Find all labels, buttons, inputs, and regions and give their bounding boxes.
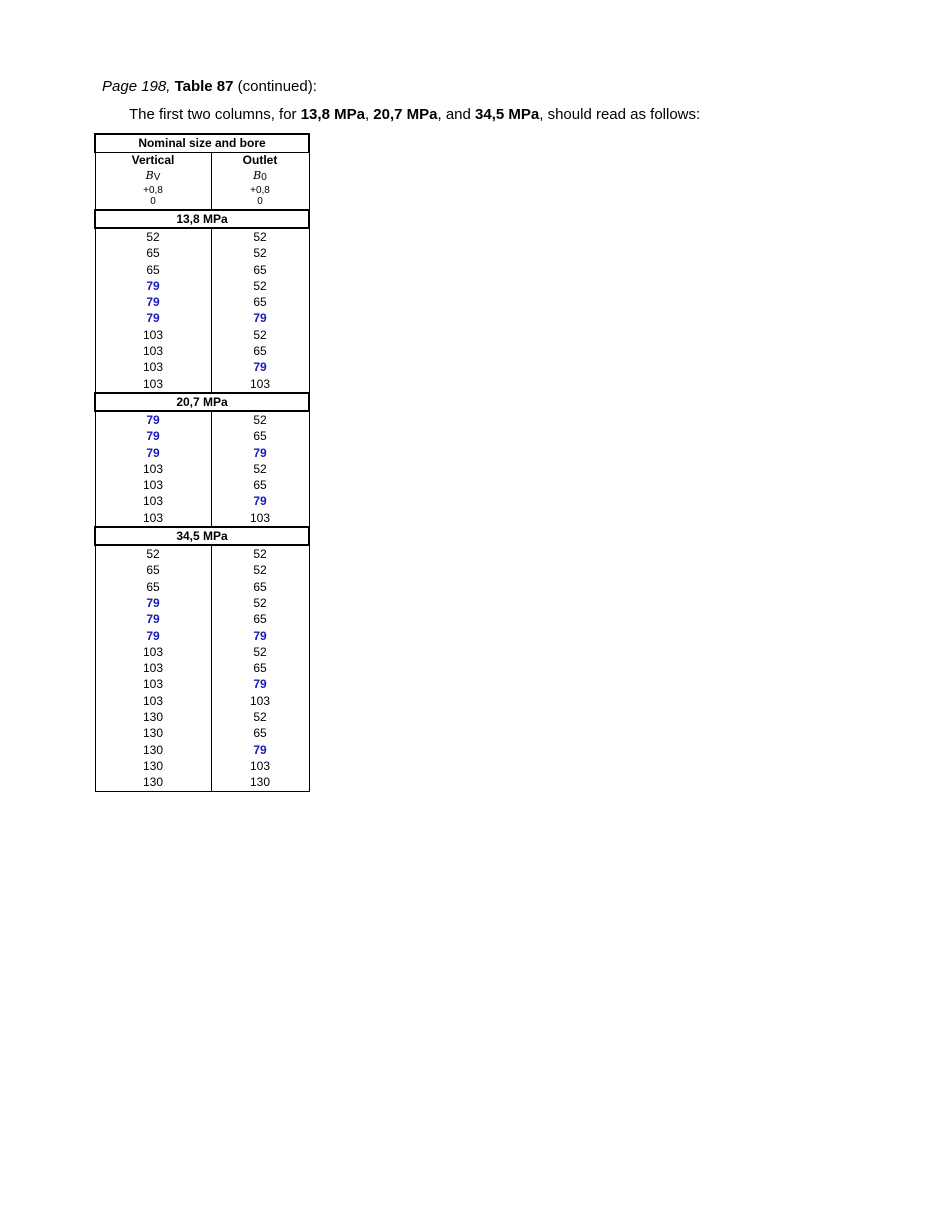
table-row bbox=[95, 709, 309, 725]
vertical-size-cell: 79 bbox=[95, 611, 211, 627]
vertical-size-cell: 130 bbox=[95, 709, 211, 725]
outlet-size-cell: 65 bbox=[211, 660, 309, 676]
pressure-section-header bbox=[95, 393, 309, 411]
outlet-size-cell: 52 bbox=[211, 595, 309, 611]
table-row bbox=[95, 359, 309, 375]
vertical-size-cell: 103 bbox=[95, 510, 211, 527]
group-header: Nominal size and bore bbox=[95, 134, 309, 153]
outlet-size-cell: 79 bbox=[211, 445, 309, 461]
outlet-size-cell: 65 bbox=[211, 611, 309, 627]
outlet-size-cell: 65 bbox=[211, 579, 309, 595]
table-row bbox=[95, 493, 309, 509]
vertical-size-cell: 79 bbox=[95, 310, 211, 326]
outlet-size-cell: 103 bbox=[211, 376, 309, 393]
intro-separator-2: , and bbox=[437, 106, 476, 123]
intro-pressure-3: 34,5 MPa bbox=[475, 106, 540, 123]
vertical-size-cell: 103 bbox=[95, 477, 211, 493]
outlet-size-cell: 52 bbox=[211, 245, 309, 261]
table-row bbox=[95, 545, 309, 562]
table-row bbox=[95, 611, 309, 627]
outlet-size-cell: 79 bbox=[211, 628, 309, 644]
table-row bbox=[95, 644, 309, 660]
vertical-size-cell: 65 bbox=[95, 579, 211, 595]
table-row bbox=[95, 693, 309, 709]
pressure-section-title: 34,5 MPa bbox=[95, 527, 309, 545]
outlet-size-cell: 79 bbox=[211, 310, 309, 326]
table-row bbox=[95, 758, 309, 774]
table-row bbox=[95, 461, 309, 477]
size-bore-table bbox=[94, 133, 310, 792]
table-body bbox=[95, 210, 309, 791]
vertical-size-cell: 79 bbox=[95, 278, 211, 294]
vertical-size-cell: 130 bbox=[95, 742, 211, 758]
vertical-size-cell: 103 bbox=[95, 461, 211, 477]
table-row bbox=[95, 510, 309, 527]
vertical-size-cell: 103 bbox=[95, 676, 211, 692]
outlet-size-cell: 65 bbox=[211, 428, 309, 444]
tolerance-vertical: +0,8 0 bbox=[95, 185, 211, 210]
vertical-size-cell: 52 bbox=[95, 545, 211, 562]
outlet-size-cell: 52 bbox=[211, 461, 309, 477]
vertical-size-cell: 103 bbox=[95, 359, 211, 375]
vertical-size-cell: 103 bbox=[95, 343, 211, 359]
table-row bbox=[95, 411, 309, 428]
outlet-size-cell: 65 bbox=[211, 294, 309, 310]
table-row bbox=[95, 774, 309, 791]
vertical-size-cell: 103 bbox=[95, 493, 211, 509]
pressure-section-header bbox=[95, 527, 309, 545]
vertical-size-cell: 79 bbox=[95, 595, 211, 611]
vertical-size-cell: 103 bbox=[95, 660, 211, 676]
table-row bbox=[95, 310, 309, 326]
table-row bbox=[95, 445, 309, 461]
symbol-outlet: $B_0$ bbox=[211, 168, 309, 185]
table-row bbox=[95, 294, 309, 310]
outlet-size-cell: 79 bbox=[211, 742, 309, 758]
outlet-size-cell: 65 bbox=[211, 343, 309, 359]
tolerance-outlet: +0,8 0 bbox=[211, 185, 309, 210]
table-row bbox=[95, 595, 309, 611]
table-reference: Table 87 bbox=[174, 78, 234, 95]
table-row bbox=[95, 343, 309, 359]
column-header-vertical: Vertical bbox=[95, 153, 211, 169]
vertical-size-cell: 103 bbox=[95, 644, 211, 660]
vertical-size-cell: 130 bbox=[95, 774, 211, 791]
outlet-size-cell: 52 bbox=[211, 644, 309, 660]
outlet-size-cell: 52 bbox=[211, 278, 309, 294]
outlet-size-cell: 79 bbox=[211, 676, 309, 692]
table-row bbox=[95, 278, 309, 294]
intro-separator-1: , bbox=[364, 106, 374, 123]
table-row bbox=[95, 262, 309, 278]
vertical-size-cell: 79 bbox=[95, 294, 211, 310]
vertical-size-cell: 79 bbox=[95, 428, 211, 444]
vertical-size-cell: 65 bbox=[95, 262, 211, 278]
column-header-outlet: Outlet bbox=[211, 153, 309, 169]
table-row bbox=[95, 327, 309, 343]
pressure-section-title: 13,8 MPa bbox=[95, 210, 309, 228]
vertical-size-cell: 103 bbox=[95, 376, 211, 393]
vertical-size-cell: 130 bbox=[95, 725, 211, 741]
outlet-size-cell: 79 bbox=[211, 359, 309, 375]
table-row bbox=[95, 676, 309, 692]
intro-sentence bbox=[129, 105, 700, 125]
table-row bbox=[95, 742, 309, 758]
intro-pressure-2: 20,7 MPa bbox=[373, 106, 438, 123]
table-row bbox=[95, 725, 309, 741]
intro-suffix: , should read as follows: bbox=[539, 106, 701, 123]
outlet-size-cell: 65 bbox=[211, 725, 309, 741]
outlet-size-cell: 130 bbox=[211, 774, 309, 791]
vertical-size-cell: 103 bbox=[95, 327, 211, 343]
outlet-size-cell: 103 bbox=[211, 758, 309, 774]
outlet-size-cell: 52 bbox=[211, 709, 309, 725]
outlet-size-cell: 65 bbox=[211, 262, 309, 278]
outlet-size-cell: 65 bbox=[211, 477, 309, 493]
intro-pressure-1: 13,8 MPa bbox=[300, 106, 365, 123]
vertical-size-cell: 65 bbox=[95, 562, 211, 578]
table-row bbox=[95, 579, 309, 595]
table-row bbox=[95, 477, 309, 493]
table-row bbox=[95, 428, 309, 444]
table-row bbox=[95, 628, 309, 644]
intro-prefix: The first two columns, for bbox=[129, 106, 301, 123]
outlet-size-cell: 52 bbox=[211, 562, 309, 578]
table-row bbox=[95, 376, 309, 393]
vertical-size-cell: 52 bbox=[95, 228, 211, 245]
outlet-size-cell: 52 bbox=[211, 545, 309, 562]
symbol-vertical: $B_V$ bbox=[95, 168, 211, 185]
pressure-section-title: 20,7 MPa bbox=[95, 393, 309, 411]
outlet-size-cell: 103 bbox=[211, 693, 309, 709]
page-heading bbox=[102, 77, 317, 97]
outlet-size-cell: 52 bbox=[211, 228, 309, 245]
table-row bbox=[95, 245, 309, 261]
page-reference: Page 198, bbox=[102, 78, 171, 95]
vertical-size-cell: 130 bbox=[95, 758, 211, 774]
heading-suffix: (continued): bbox=[237, 78, 317, 95]
vertical-size-cell: 65 bbox=[95, 245, 211, 261]
vertical-size-cell: 79 bbox=[95, 411, 211, 428]
table-row bbox=[95, 562, 309, 578]
table-row bbox=[95, 660, 309, 676]
outlet-size-cell: 52 bbox=[211, 327, 309, 343]
outlet-size-cell: 79 bbox=[211, 493, 309, 509]
outlet-size-cell: 103 bbox=[211, 510, 309, 527]
vertical-size-cell: 103 bbox=[95, 693, 211, 709]
vertical-size-cell: 79 bbox=[95, 628, 211, 644]
outlet-size-cell: 52 bbox=[211, 411, 309, 428]
table-row bbox=[95, 228, 309, 245]
vertical-size-cell: 79 bbox=[95, 445, 211, 461]
pressure-section-header bbox=[95, 210, 309, 228]
